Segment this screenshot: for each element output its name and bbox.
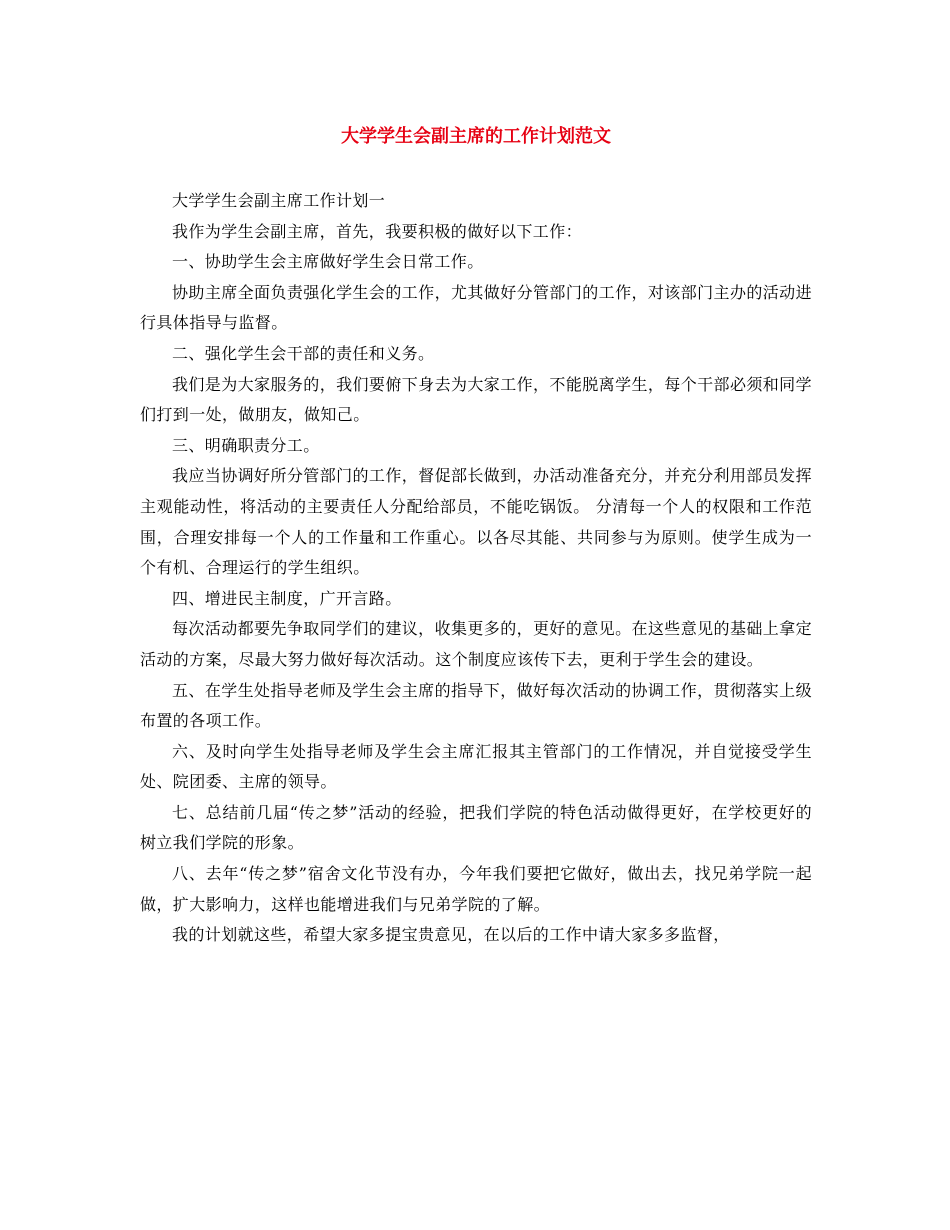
section-heading: 二、强化学生会干部的责任和义务。	[172, 343, 435, 363]
section-heading: 三、明确职责分工。	[172, 435, 320, 455]
paragraph: 我们是为大家服务的，我们要俯下身去为大家工作，不能脱离学生，每个干部必须和同学们打到一处，做朋友，做知己。	[140, 374, 812, 425]
section-heading: 八、去年“传之梦”宿舍文化节没有办，今年我们要把它做好，做出去，找兄弟学院一起做，扩大影响力，这样也能增进我们与兄弟学院的了解。	[140, 864, 812, 914]
section-heading: 四、增进民主制度，广开言路。	[172, 588, 402, 608]
document-title: 大学学生会副主席的工作计划范文	[341, 126, 611, 147]
document-body	[140, 186, 812, 951]
paragraph: 我的计划就这些，希望大家多提宝贵意见，在以后的工作中请大家多多监督，	[172, 925, 730, 945]
paragraph: 我作为学生会副主席，首先，我要积极的做好以下工作：	[172, 221, 583, 241]
section-heading: 七、总结前几届“传之梦”活动的经验，把我们学院的特色活动做得更好，在学校更好的树立我们学院的形象。	[140, 802, 812, 853]
section-heading: 一、协助学生会主席做好学生会日常工作。	[172, 252, 484, 272]
paragraph: 大学学生会副主席工作计划一	[172, 191, 386, 210]
paragraph: 我应当协调好所分管部门的工作，督促部长做到，办活动准备充分，并充分利用部员发挥主观能动性，将活动的主要责任人分配给部员，不能吃锅饭。 分清每一个人的权限和工作范围，合理安排每一个人的工作量和工作重心。以各尽其能、共同参与为原则。使学生成为一个有机、合理运行的学生组织。	[140, 466, 812, 578]
section-heading: 六、及时向学生处指导老师及学生会主席汇报其主管部门的工作情况，并自觉接受学生处、院团委、主席的领导。	[140, 741, 812, 792]
paragraph: 协助主席全面负责强化学生会的工作，尤其做好分管部门的工作，对该部门主办的活动进行具体指导与监督。	[140, 282, 812, 333]
section-heading: 五、在学生处指导老师及学生会主席的指导下，做好每次活动的协调工作，贯彻落实上级布置的各项工作。	[140, 680, 812, 731]
paragraph: 每次活动都要先争取同学们的建议，收集更多的，更好的意见。在这些意见的基础上拿定活动的方案，尽最大努力做好每次活动。这个制度应该传下去，更利于学生会的建设。	[140, 619, 812, 669]
